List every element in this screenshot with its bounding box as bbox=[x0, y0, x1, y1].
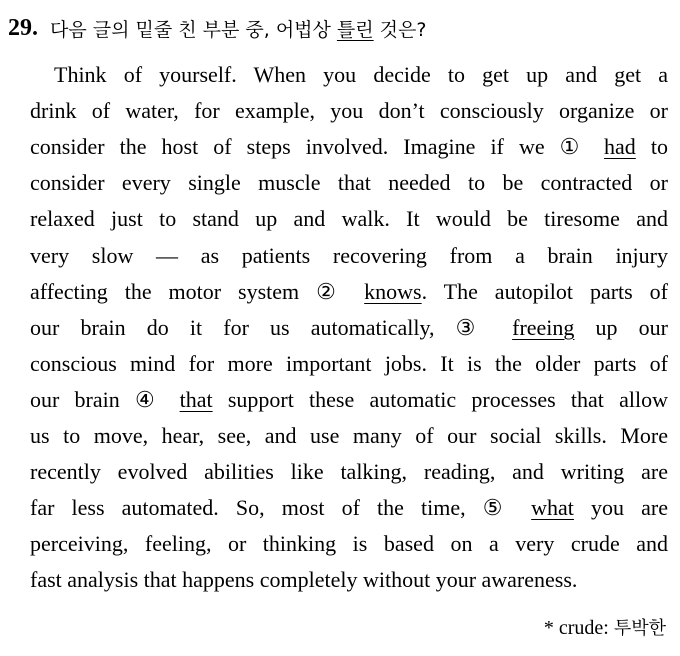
footnote bbox=[544, 614, 666, 640]
passage-text: you are bbox=[573, 495, 668, 521]
passage-text: recently evolved abilities like talking, reading, and writing are bbox=[30, 459, 668, 485]
passage-text: relaxed just to stand up and walk. It would be tiresome and bbox=[30, 206, 668, 232]
footnote-term: * crude: bbox=[543, 617, 614, 639]
footnote-meaning: 투박한 bbox=[613, 618, 666, 639]
underlined-answer-choice: what bbox=[531, 495, 574, 521]
passage-line bbox=[30, 129, 668, 165]
passage-line bbox=[30, 562, 668, 598]
underlined-answer-choice: knows bbox=[364, 278, 422, 304]
passage-text: to bbox=[635, 134, 668, 160]
passage-text: up our bbox=[574, 314, 668, 340]
passage-text: us to move, hear, see, and use many of our social skills. More bbox=[30, 423, 668, 448]
passage-text: far less automated. So, most of the time, ⑤ bbox=[30, 495, 532, 521]
underlined-answer-choice: freeing bbox=[512, 314, 575, 340]
underlined-answer-choice: that bbox=[179, 386, 213, 412]
passage-text: very slow — as patients recovering from a brain injury bbox=[30, 242, 668, 268]
question-text-before: 다음 글의 밑줄 친 부분 중, 어법상 bbox=[50, 18, 337, 41]
passage-text: drink of water, for example, you don’t consciously organize or bbox=[30, 98, 668, 124]
passage-line bbox=[54, 57, 668, 93]
passage-line bbox=[30, 490, 668, 526]
question-text-underlined: 틀린 bbox=[336, 18, 374, 41]
passage-line bbox=[30, 382, 668, 418]
underlined-answer-choice: had bbox=[604, 134, 636, 160]
passage-text: affecting the motor system ② bbox=[30, 278, 365, 304]
passage-text: consider every single muscle that needed to be contracted or bbox=[30, 170, 668, 196]
passage-line bbox=[30, 454, 668, 490]
passage-line bbox=[30, 93, 668, 129]
passage-text: support these automatic processes that allow bbox=[212, 386, 668, 412]
passage-line bbox=[30, 418, 668, 454]
passage-text: conscious mind for more important jobs. It is the older parts of bbox=[30, 350, 668, 376]
passage-line bbox=[30, 526, 668, 562]
question-header bbox=[8, 11, 668, 45]
passage-text: fast analysis that happens completely without your awareness. bbox=[30, 567, 578, 593]
passage-line bbox=[30, 165, 668, 201]
passage-text: Think of yourself. When you decide to get up and get a bbox=[54, 62, 668, 87]
passage-text: . The autopilot parts of bbox=[421, 278, 668, 304]
passage-text: our brain ④ bbox=[30, 386, 180, 412]
passage-text: consider the host of steps involved. Imagine if we ① bbox=[30, 134, 605, 160]
passage-line bbox=[30, 201, 668, 237]
question-prompt bbox=[50, 15, 426, 42]
passage-line bbox=[30, 310, 668, 346]
passage-line bbox=[30, 274, 668, 310]
passage-text: perceiving, feeling, or thinking is based on a very crude and bbox=[30, 531, 668, 557]
passage-text: our brain do it for us automatically, ③ bbox=[30, 314, 513, 340]
question-text-after: 것은? bbox=[373, 18, 427, 41]
passage-line bbox=[30, 238, 668, 274]
passage-line bbox=[30, 346, 668, 382]
question-number: 29. bbox=[8, 14, 38, 41]
